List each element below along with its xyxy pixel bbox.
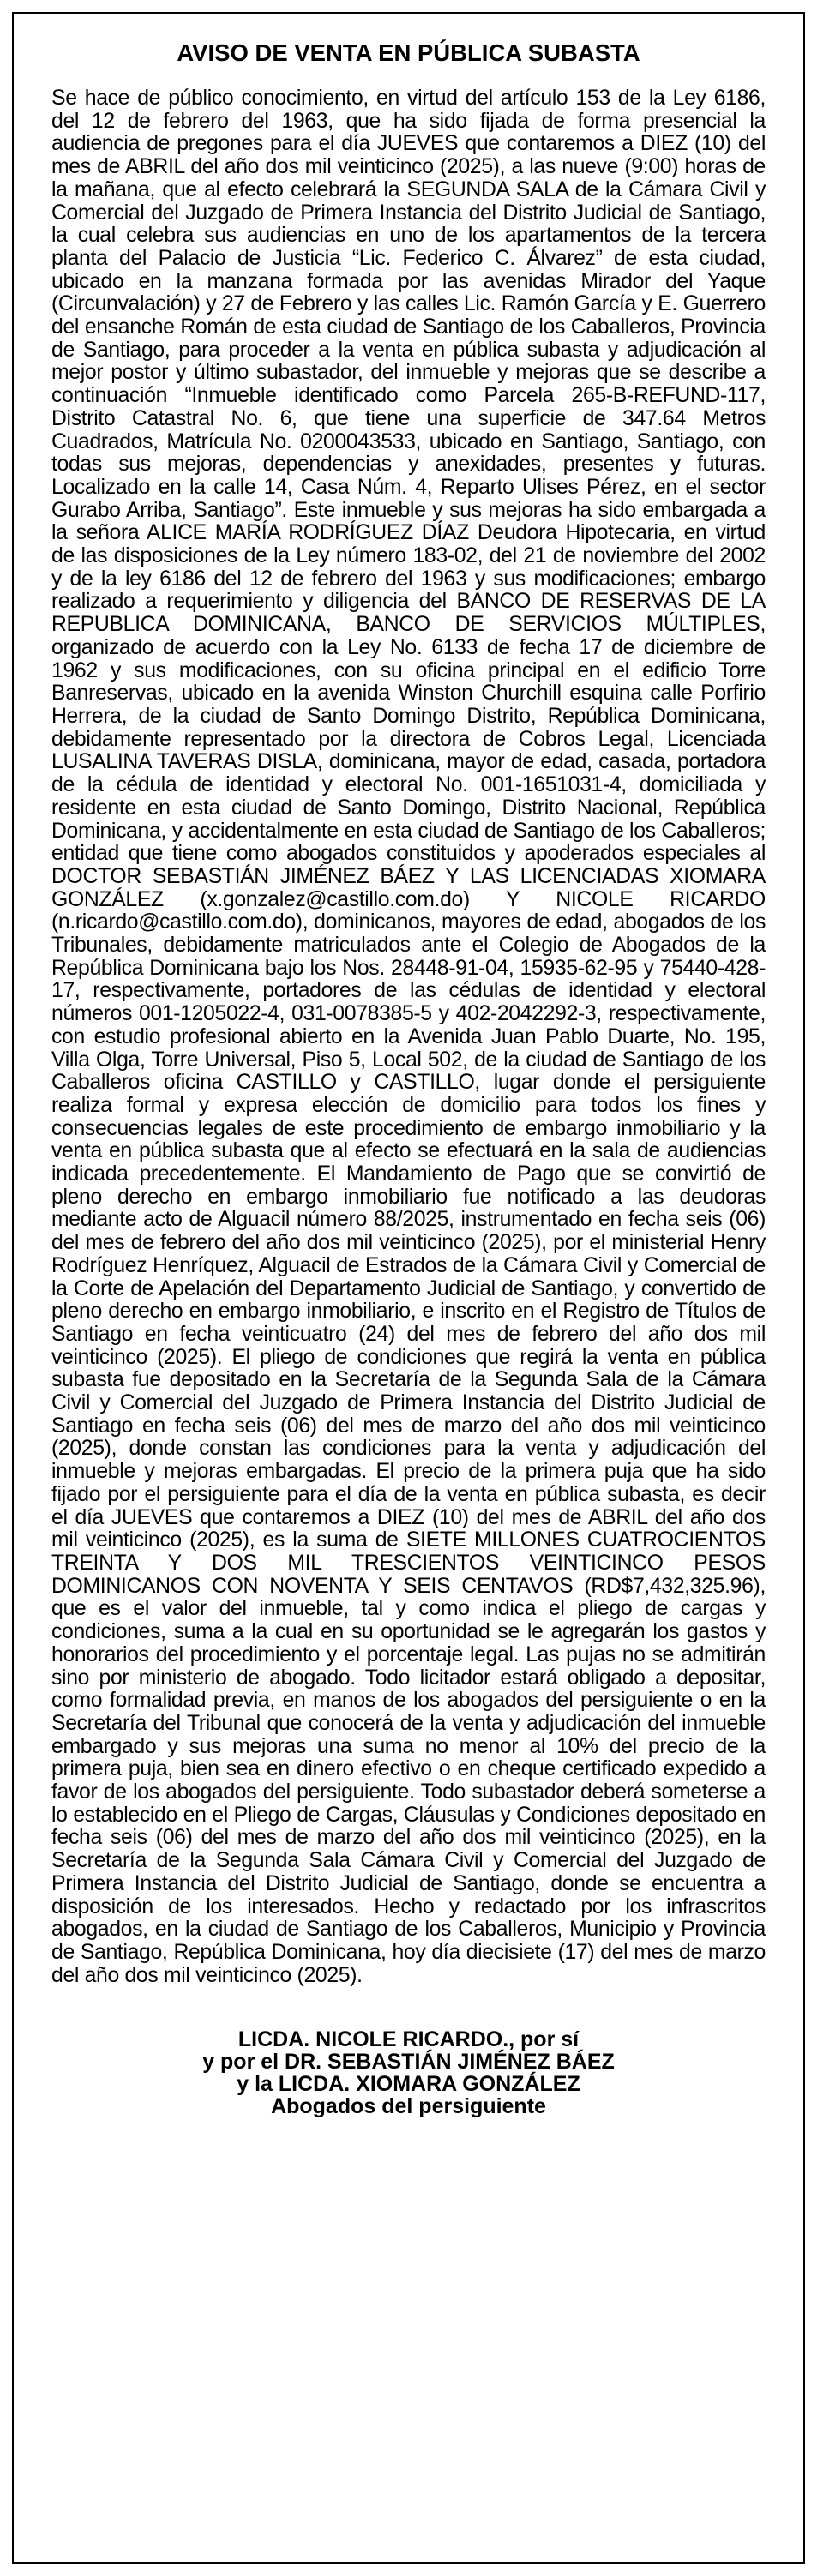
signature-block [51,2028,766,2117]
signature-line-3: y la LICDA. XIOMARA GONZÁLEZ [237,2072,580,2097]
signature-line-2: y por el DR. SEBASTIÁN JIMÉNEZ BÁEZ [202,2050,615,2075]
legal-notice [12,12,805,2564]
signature-line-4: Abogados del persiguiente [271,2094,546,2119]
signature-line-1: LICDA. NICOLE RICARDO., por sí [237,2027,580,2052]
notice-body: Se hace de público conocimiento, en virtud del artículo 153 de la Ley 6186, del 12 de febrero del 1963, que ha sido fijada de forma presencial la audiencia de pregones para el día JUEVES que contaremos a DIEZ (10) del mes de ABRIL del año dos mil veinticinco (2025), a las nueve (9:00) horas de la mañana, que al efecto celebrará la SEGUNDA SALA de la Cámara Civil y Comercial del Juzgado de Primera Instancia del Distrito Judicial de Santiago, la cual celebra sus audiencias en uno de los apartamentos de la tercera planta del Palacio de Justicia “Lic. Federico C. Álvarez” de esta ciudad, ubicado en la manzana formada por las avenidas Mirador del Yaque (Circunvalación) y 27 de Febrero y las calles Lic. Ramón García y E. Guerrero del ensanche Román de esta ciudad de Santiago de los Caballeros, Provincia de Santiago, para proceder a la venta en pública subasta y adjudicación al mejor postor y último subastador, del inmueble y mejoras que se describe a continuación “Inmueble identificado como Parcela 265-B-REFUND-117, Distrito Catastral No. 6, que tiene una superficie de 347.64 Metros Cuadrados, Matrícula No. 0200043533, ubicado en Santiago, Santiago, con todas sus mejoras, dependencias y anexidades, presentes y futuras. Localizado en la calle 14, Casa Núm. 4, Reparto Ulises Pérez, en el sector Gurabo Arriba, Santiago”. Este inmueble y sus mejoras ha sido embargada a la señora ALICE MARÍA RODRÍGUEZ DÍAZ Deudora Hipotecaria, en virtud de las disposiciones de la Ley número 183-02, del 21 de noviembre del 2002 y de la ley 6186 del 12 de febrero del 1963 y sus modificaciones; embargo realizado a requerimiento y diligencia del BANCO DE RESERVAS DE LA REPUBLICA DOMINICANA, BANCO DE SERVICIOS MÚLTIPLES, organizado de acuerdo con la Ley No. 6133 de fecha 17 de diciembre de 1962 y sus modificaciones, con su oficina principal en el edificio Torre Banreservas, ubicado en la avenida Winston Churchill esquina calle Porfirio Herrera, de la ciudad de Santo Domingo Distrito, República Dominicana, debidamente representado por la directora de Cobros Legal, Licenciada LUSALINA TAVERAS DISLA, dominicana, mayor de edad, casada, portadora de la cédula de identidad y electoral No. 001-1651031-4, domiciliada y residente en esta ciudad de Santo Domingo, Distrito Nacional, República Dominicana, y accidentalmente en esta ciudad de Santiago de los Caballeros; entidad que tiene como abogados constituidos y apoderados especiales al DOCTOR SEBASTIÁN JIMÉNEZ BÁEZ Y LAS LICENCIADAS XIOMARA GONZÁLEZ (x.gonzalez@castillo.com.do) Y NICOLE RICARDO (n.ricardo@castillo.com.do), dominicanos, mayores de edad, abogados de los Tribunales, debidamente matriculados ante el Colegio de Abogados de la República Dominicana bajo los Nos. 28448-91-04, 15935-62-95 y 75440-428-17, respectivamente, portadores de las cédulas de identidad y electoral números 001-1205022-4, 031-0078385-5 y 402-2042292-3, respectivamente, con estudio profesional abierto en la Avenida Juan Pablo Duarte, No. 195, Villa Olga, Torre Universal, Piso 5, Local 502, de la ciudad de Santiago de los Caballeros oficina CASTILLO y CASTILLO, lugar donde el persiguiente realiza formal y expresa elección de domicilio para todos los fines y consecuencias legales de este procedimiento de embargo inmobiliario y la venta en pública subasta que al efecto se efectuará en la sala de audiencias indicada precedentemente. El Mandamiento de Pago que se convirtió de pleno derecho en embargo inmobiliario fue notificado a las deudoras mediante acto de Alguacil número 88/2025, instrumentado en fecha seis (06) del mes de febrero del año dos mil veinticinco (2025), por el ministerial Henry Rodríguez Henríquez, Alguacil de Estrados de la Cámara Civil y Comercial de la Corte de Apelación del Departamento Judicial de Santiago, y convertido de pleno derecho en embargo inmobiliario, e inscrito en el Registro de Títulos de Santiago en fecha veinticuatro (24) del mes de febrero del año dos mil veinticinco (2025). El pliego de condiciones que regirá la venta en pública subasta fue depositado en la Secretaría de la Segunda Sala de la Cámara Civil y Comercial del Juzgado de Primera Instancia del Distrito Judicial de Santiago en fecha seis (06) del mes de marzo del año dos mil veinticinco (2025), donde constan las condiciones para la venta y adjudicación del inmueble y mejoras embargadas. El precio de la primera puja que ha sido fijado por el persiguiente para el día de la venta en pública subasta, es decir el día JUEVES que contaremos a DIEZ (10) del mes de ABRIL del año dos mil veinticinco (2025), es la suma de SIETE MILLONES CUATROCIENTOS TREINTA Y DOS MIL TRESCIENTOS VEINTICINCO PESOS DOMINICANOS CON NOVENTA Y SEIS CENTAVOS (RD$7,432,325.96), que es el valor del inmueble, tal y como indica el pliego de cargas y condiciones, suma a la cual en su oportunidad se le agregarán los gastos y honorarios del procedimiento y el porcentaje legal. Las pujas no se admitirán sino por ministerio de abogado. Todo licitador estará obligado a depositar, como formalidad previa, en manos de los abogados del persiguiente o en la Secretaría del Tribunal que conocerá de la venta y adjudicación del inmueble embargado y sus mejoras una suma no menor al 10% del precio de la primera puja, bien sea en dinero efectivo o en cheque certificado expedido a favor de los abogados del persiguiente. Todo subastador deberá someterse a lo establecido en el Pliego de Cargas, Cláusulas y Condiciones depositado en fecha seis (06) del mes de marzo del año dos mil veinticinco (2025), en la Secretaría de la Segunda Sala Cámara Civil y Comercial del Juzgado de Primera Instancia del Distrito Judicial de Santiago, donde se encuentra a disposición de los interesados. Hecho y redactado por los infrascritos abogados, en la ciudad de Santiago de los Caballeros, Municipio y Provincia de Santiago, República Dominicana, hoy día diecisiete (17) del mes de marzo del año dos mil veinticinco (2025). [51,87,766,1987]
notice-title: AVISO DE VENTA EN PÚBLICA SUBASTA [177,39,640,66]
